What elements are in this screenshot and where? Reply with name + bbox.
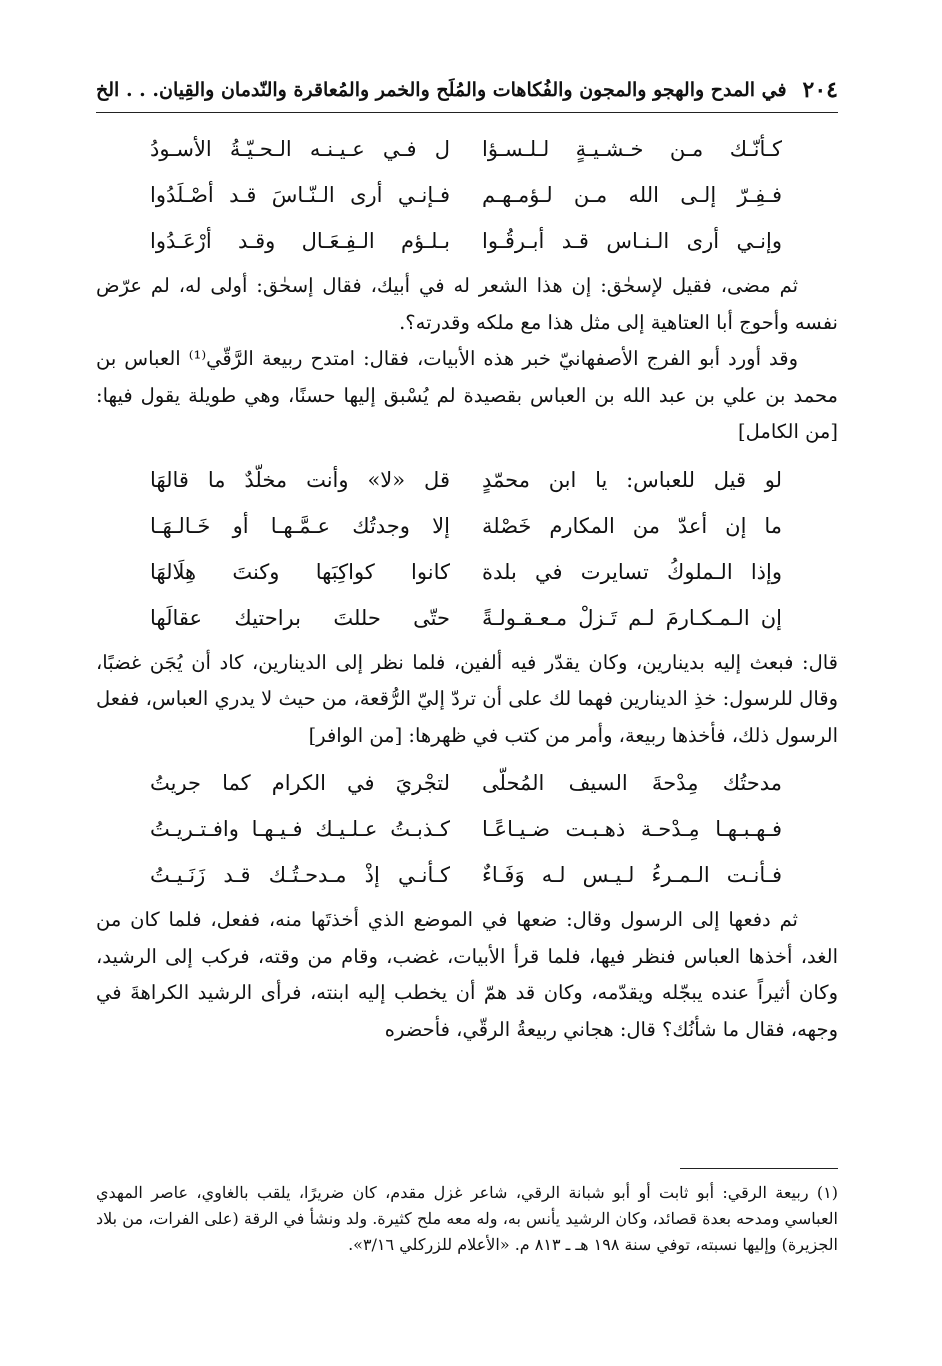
second-hemistich: لتجْريَ في الكرام كما جريتُ (150, 771, 450, 795)
second-hemistich: حتّى حللتَ براحتيك عقالَها (150, 605, 450, 630)
page-number: ٢٠٤ (802, 77, 838, 103)
first-hemistich: فـهـبـهـا مِـدْحـة ذهـبـت ضـيـاعًـا (482, 817, 782, 841)
first-hemistich: وإنـي أرى الـنـاس قـد أبـرقُـوا (482, 229, 782, 253)
verse-line (96, 760, 838, 806)
verse-line (96, 549, 838, 595)
second-hemistich: قل «لا» وأنت مخلّدٌ ما قالهَا (150, 467, 450, 492)
first-hemistich: لو قيل للعباس: يا ابن محمّدٍ (482, 467, 782, 492)
paragraph: وقد أورد أبو الفرج الأصفهانيّ خبر هذه الأبيات، فقال: امتدح ربيعة الرَّقّي⁽¹⁾ العباس بن محمد بن علي بن عبد الله بن العباس بقصيدة لم يُسْبق إليها حسنًا، وهي طويلة يقول فيها: [من الكامل] (96, 347, 838, 443)
first-hemistich: ما إن أعدّ من المكارم خَصْلة (482, 513, 782, 538)
verse-line (96, 806, 838, 852)
verse-line (96, 126, 838, 172)
first-hemistich: فـفِـرّ إلـى الله مـن لـؤمـهـم (482, 183, 782, 207)
second-hemistich: ل فـي عـيـنـه الـحـيّـةُ الأسـودُ (150, 137, 450, 161)
verse-line (96, 503, 838, 549)
paragraph: ثم دفعها إلى الرسول وقال: ضعها في الموضع الذي أخذتَها منه، ففعل، فلما كان من الغد، أخذها العباس فنظر فيها، فلما قرأ الأبيات، غضب، وقام من وقته، فركب إلى الرشيد، وكان أثيراً عنده يبجّله ويقدّمه، وكان قد همّ أن يخطب إليه ابنته، فرأى الرشيد الكراهةَ في وجهه، فقال ما شأنُك؟ قال: هجاني ربيعةُ الرقّي، فأحضره (96, 908, 838, 1041)
page-header (96, 70, 838, 110)
paragraph: قال: فبعث إليه بدينارين، وكان يقدّر فيه ألفين، فلما نظر إلى الدينارين، كاد أن يُجَن غضبًا، وقال للرسول: خذِ الدينارين فهما لك على أن تردّ إليّ الرُّقعة، من حيث لا يدري العباس، ففعل الرسول ذلك، فأخذها ربيعة، وأمر من كتب في ظهرها: [من الوافر] (96, 650, 838, 747)
footnote: (١) ربيعة الرقي: أبو ثابت أو أبو شبانة الرقي، شاعر غزل مقدم، كان ضريرًا، يلقب بالغاوي، عاصر المهدي العباسي ومدحه بعدة قصائد، وكان الرشيد يأنس به، وله معه ملح كثيرة. ولد ونشأ في الرقة (على الفرات، من بلاد الجزيرة) وإليها نسبته، توفي سنة ١٩٨ هـ ـ ٨١٣ م. «الأعلام للزركلي ٣/١٦». (96, 1183, 839, 1254)
first-hemistich: فـأنـت الـمـرءُ لـيـس لـه وَفَـاءٌ (482, 863, 782, 887)
first-hemistich: مدحتُك مِدْحةَ السيف المُحلّى (482, 771, 782, 795)
second-hemistich: كـذبـتُ عـلـيـك فـيـهـا وافـتـريـتُ (150, 817, 450, 841)
verse-line (96, 218, 838, 264)
second-hemistich: كانوا كواكِبَها وكنتَ هِلَالهَا (150, 559, 450, 584)
first-hemistich: كـأنّـك مـن خـشـيـةٍ لـلـسـؤا (482, 137, 782, 161)
verse-line (96, 595, 838, 641)
main-text (96, 126, 838, 1054)
verse-block-3 (96, 760, 838, 898)
second-hemistich: بـلـؤم الـفِـعَـال وقـد أرْعَـدُوا (150, 229, 450, 253)
header-rule (96, 112, 838, 113)
verse-block-1 (96, 126, 838, 264)
verse-block-2 (96, 457, 838, 641)
verse-line (96, 172, 838, 218)
prose-block-1 (96, 268, 838, 451)
first-hemistich: إن الـمـكـارمَ لـم تَـزلْ مـعـقـولـةً (482, 605, 782, 630)
running-title: في المدح والهجو والمجون والفُكاهات والمُلَح والخمر والمُعاقرة والنّدمان والقِيان. . . الخ (96, 79, 787, 101)
verse-line (96, 457, 838, 503)
paragraph: ثم مضى، فقيل لإسحٰق: إن هذا الشعر له في أبيك، فقال إسحٰق: أولى له، لم عرّض نفسه وأحوج أبا العتاهية إلى مثل هذا مع ملكه وقدرته؟. (96, 274, 838, 334)
prose-block-3 (96, 902, 838, 1048)
verse-line (96, 852, 838, 898)
footnote-rule (680, 1168, 838, 1169)
second-hemistich: إلا وجدتُك عـمَّـهـا أو خَـالـهَـا (150, 513, 450, 538)
second-hemistich: كـأنـي إذْ مـدحـتُـك قـد زَنَـيـتُ (150, 863, 450, 887)
prose-block-2 (96, 645, 838, 755)
first-hemistich: وإذا الـملوكُ تسايرت في بلدة (482, 559, 782, 584)
second-hemistich: فـإنـي أرى الـنّـاسَ قـد أصْـلَدُوا (150, 183, 450, 207)
